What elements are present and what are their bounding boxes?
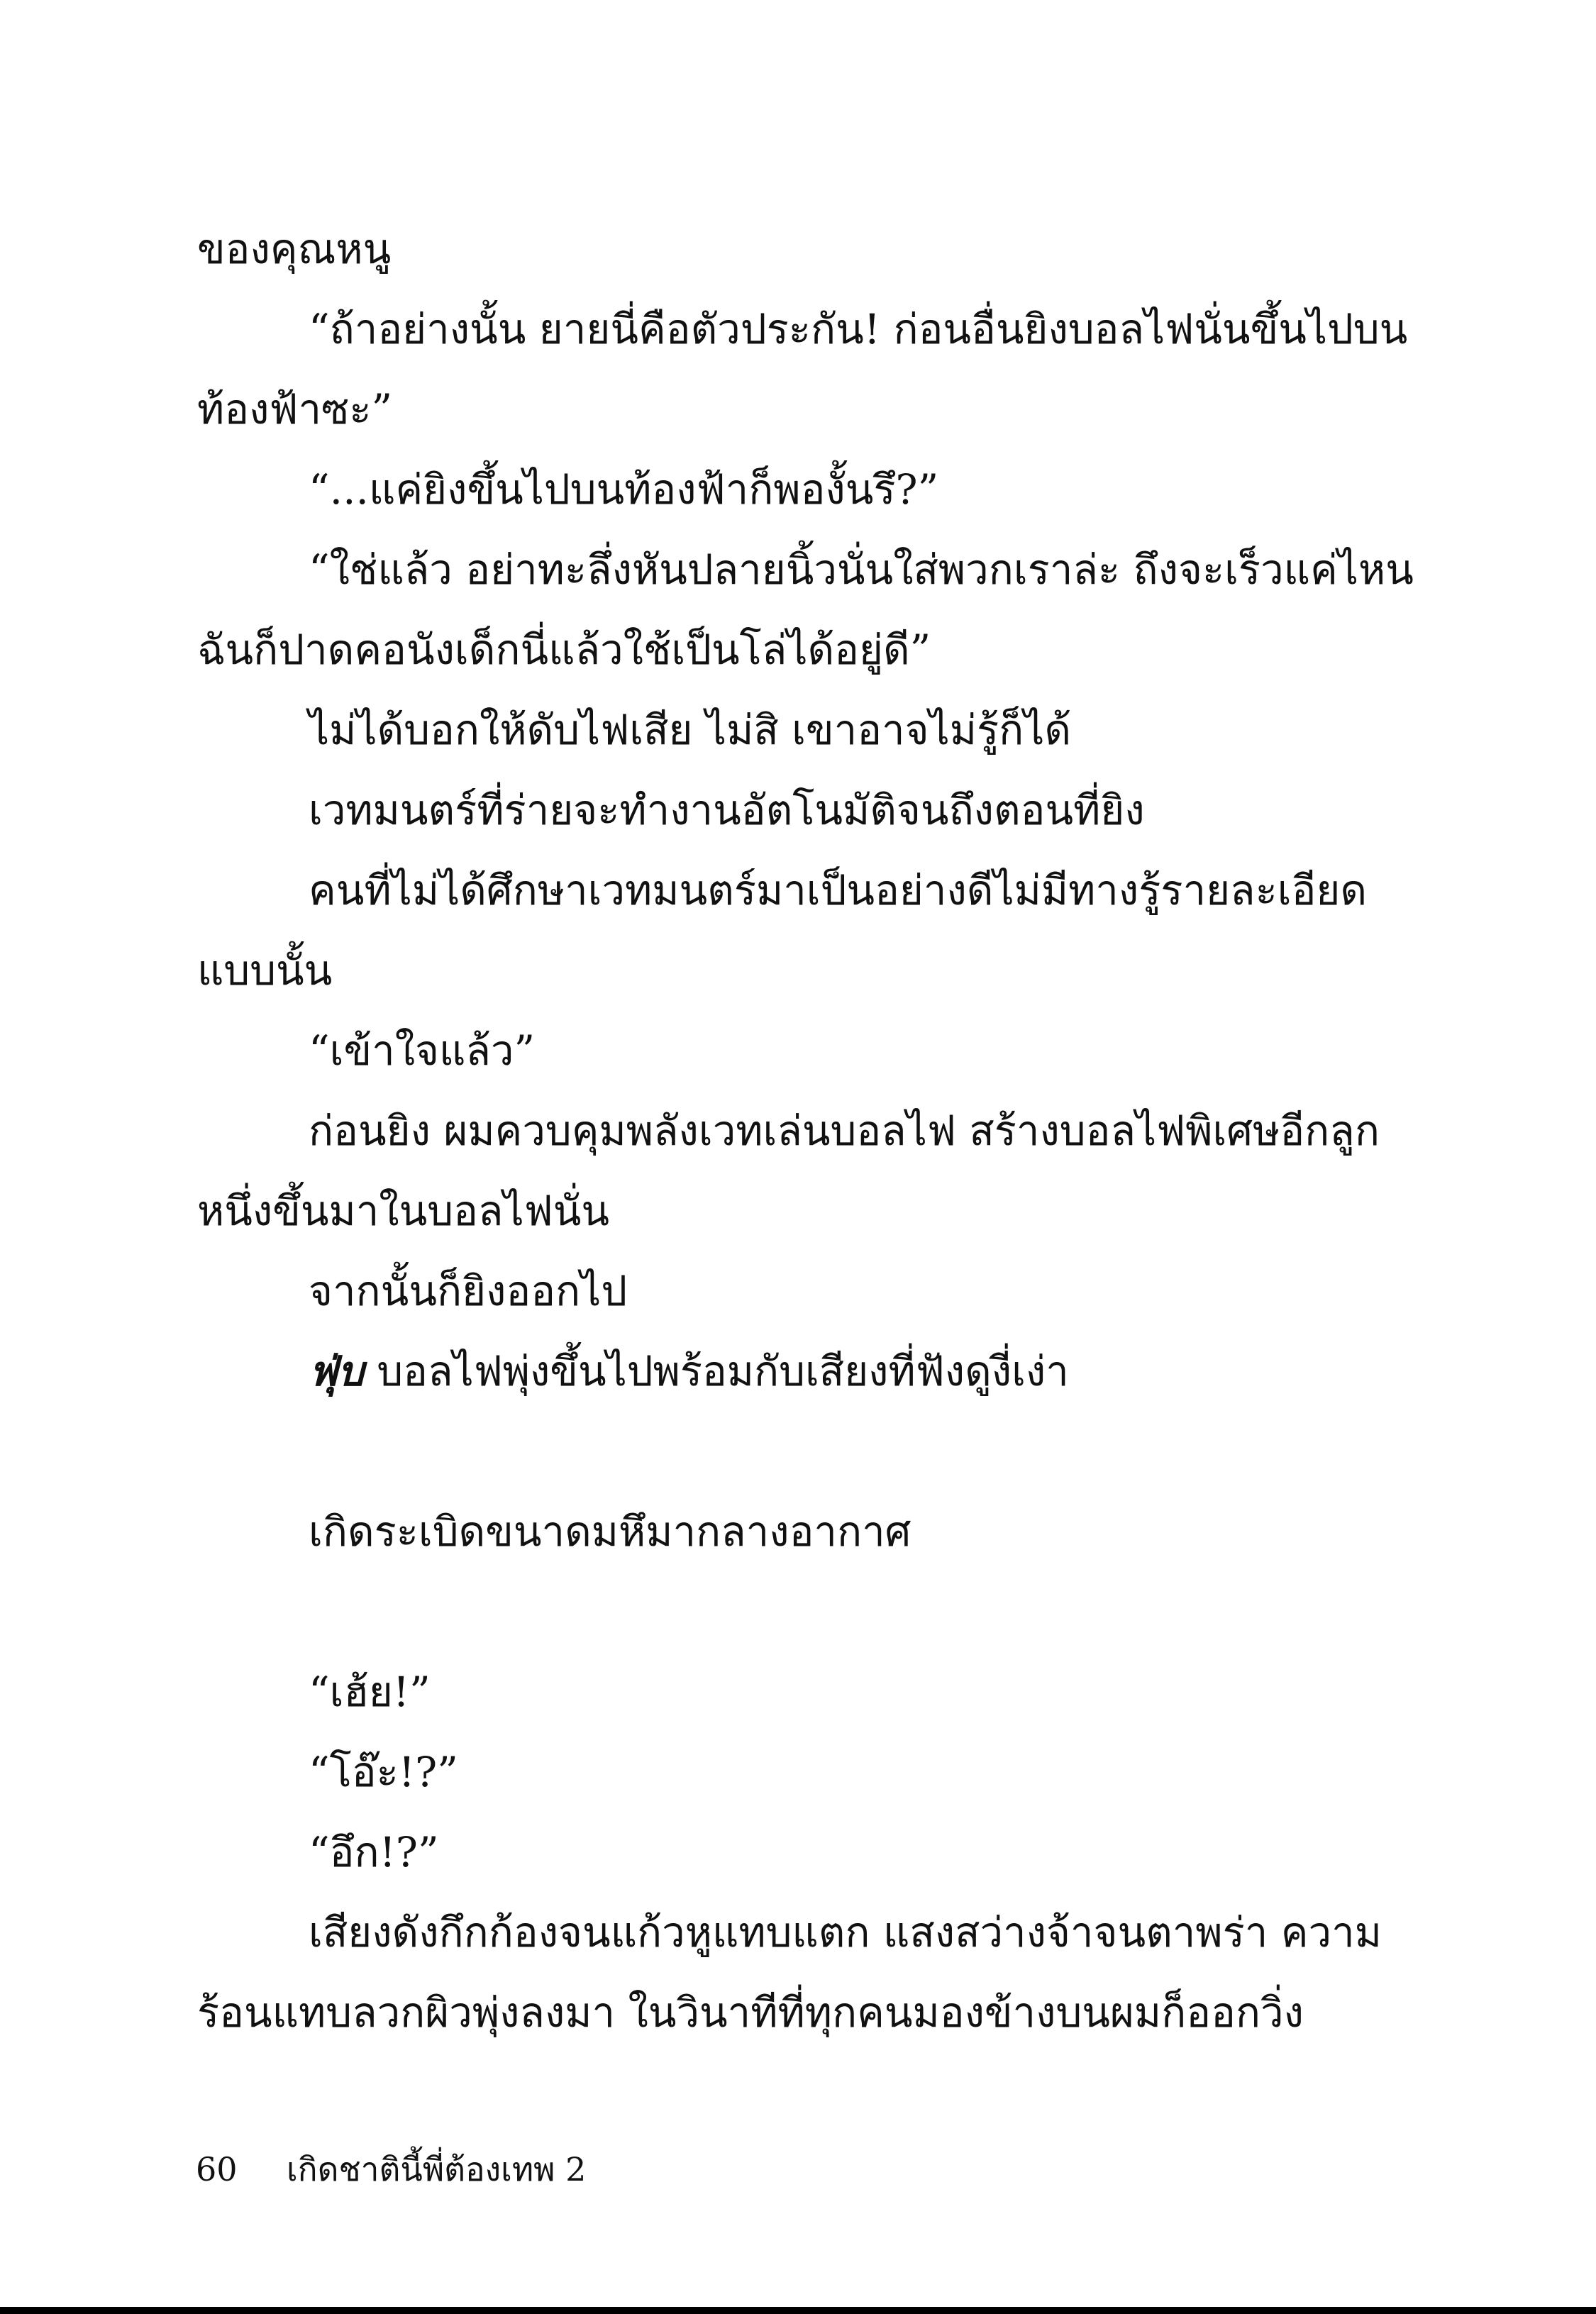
text-line: ไม่ได้บอกให้ดับไฟเสีย ไม่สิ เขาอาจไม่รู้ก็ได้: [309, 706, 1072, 754]
text-line: “...แค่ยิงขึ้นไปบนท้องฟ้าก็พองั้นรึ?”: [309, 465, 939, 514]
text-line: “โอ๊ะ!?”: [309, 1748, 458, 1796]
text-line: เกิดระเบิดขนาดมหึมากลางอากาศ: [309, 1507, 911, 1556]
text-line: ของคุณหนู: [197, 225, 392, 273]
text-line: เสียงดังกึกก้องจนแก้วหูแทบแตก แสงสว่างจ้าจนตาพร่า ความ: [309, 1908, 1382, 1956]
text-line-sfx: [309, 1332, 1069, 1411]
page-number: 60: [196, 2150, 238, 2188]
text-fragment: บอลไฟพุ่งขึ้นไปพร้อมกับเสียงที่ฟังดูงี่เง่า: [377, 1347, 1069, 1395]
text-line: ก่อนยิง ผมควบคุมพลังเวทเล่นบอลไฟ สร้างบอลไฟพิเศษอีกลูก: [309, 1107, 1380, 1155]
text-line: ฉันก็ปาดคอนังเด็กนี่แล้วใช้เป็นโล่ได้อยู่ดี”: [197, 626, 931, 674]
text-line: “เข้าใจแล้ว”: [309, 1026, 536, 1075]
text-line: “อึก!?”: [309, 1828, 439, 1876]
text-line: “เฮ้ย!”: [309, 1668, 431, 1716]
text-line: คนที่ไม่ได้ศึกษาเวทมนตร์มาเป็นอย่างดีไม่มีทางรู้รายละเอียด: [309, 866, 1368, 914]
text-line: จากนั้นก็ยิงออกไป: [309, 1267, 628, 1315]
text-line: หนึ่งขึ้นมาในบอลไฟนั่น: [197, 1187, 609, 1235]
book-title: เกิดชาตินี้พี่ต้องเทพ 2: [287, 2150, 587, 2188]
text-line: “ใช่แล้ว อย่าทะลึ่งหันปลายนิ้วนั่นใส่พวกเราล่ะ ถึงจะเร็วแค่ไหน: [309, 546, 1414, 594]
page-footer: [196, 2148, 586, 2191]
text-line: แบบนั้น: [197, 946, 333, 995]
text-line: “ถ้าอย่างนั้น ยายนี่คือตัวประกัน! ก่อนอื่นยิงบอลไฟนั่นขึ้นไปบน: [309, 305, 1408, 353]
text-line: ท้องฟ้าซะ”: [197, 385, 393, 433]
text-line: ร้อนแทบลวกผิวพุ่งลงมา ในวินาทีที่ทุกคนมองข้างบนผมก็ออกวิ่ง: [197, 1988, 1304, 2037]
sound-effect: ฟุ่บ: [309, 1347, 364, 1395]
page-bottom-edge: [0, 2307, 1596, 2314]
text-line: เวทมนตร์ที่ร่ายจะทำงานอัตโนมัติจนถึงตอนที่ยิง: [309, 786, 1145, 834]
